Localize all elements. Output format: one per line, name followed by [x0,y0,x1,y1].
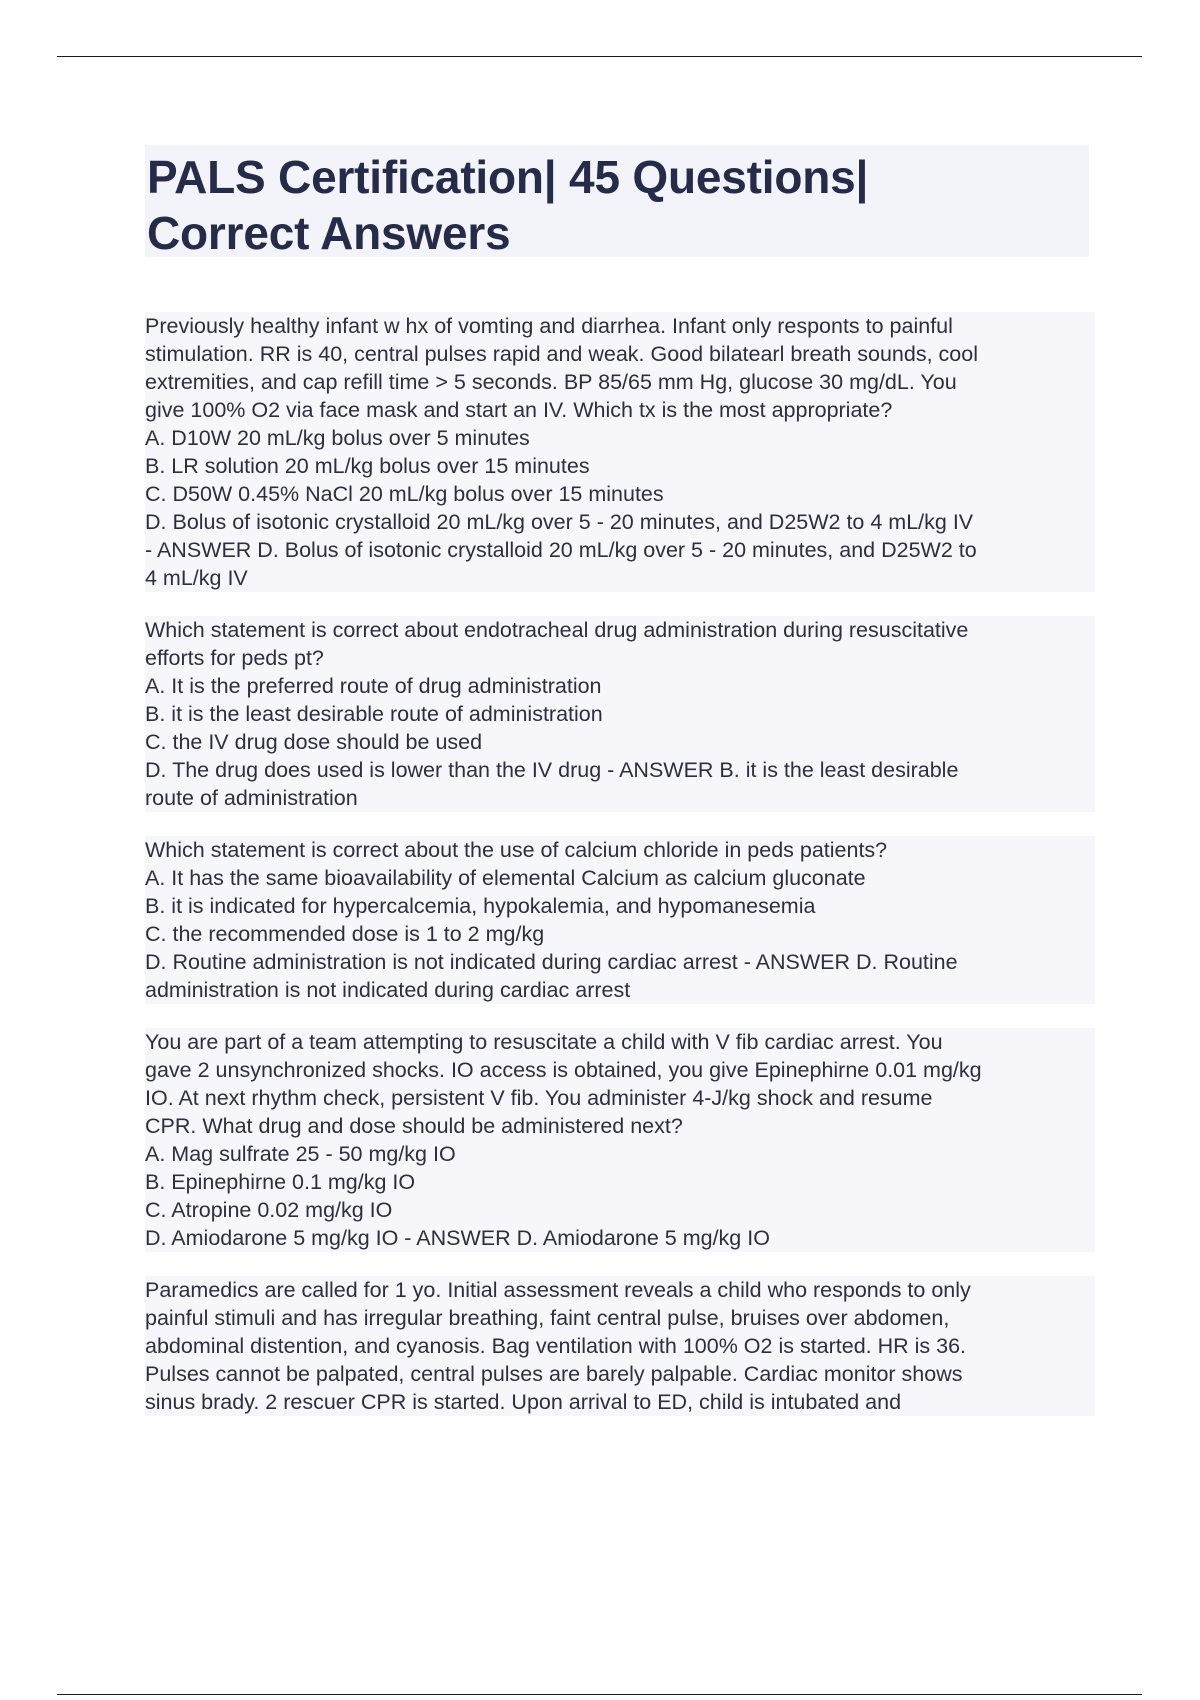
option-d: D. Routine administration is not indicated during cardiac arrest - ANSWER D. Routine [145,950,958,974]
header-rule [57,56,1142,57]
option-b: B. Epinephirne 0.1 mg/kg IO [145,1170,416,1194]
text-line: stimulation. RR is 40, central pulses rapid and weak. Good bilatearl breath sounds, cool [145,342,978,366]
option-c: C. Atropine 0.02 mg/kg IO [145,1198,393,1222]
text-line: efforts for peds pt? [145,646,324,670]
option-b: B. it is the least desirable route of administration [145,702,603,726]
option-a: A. It is the preferred route of drug administration [145,674,602,698]
text-line: IO. At next rhythm check, persistent V fib. You administer 4-J/kg shock and resume [145,1086,933,1110]
option-d: D. Amiodarone 5 mg/kg IO - ANSWER D. Amiodarone 5 mg/kg IO [145,1226,770,1250]
question-block-3 [145,836,1095,1004]
option-d: D. The drug does used is lower than the IV drug - ANSWER B. it is the least desirable [145,758,959,782]
title-line-2: Correct Answers [147,207,511,259]
text-line: abdominal distention, and cyanosis. Bag ventilation with 100% O2 is started. HR is 36. [145,1334,967,1358]
text-line: Which statement is correct about the use of calcium chloride in peds patients? [145,838,888,862]
answer-text: 4 mL/kg IV [145,566,248,590]
option-c: C. D50W 0.45% NaCl 20 mL/kg bolus over 15 minutes [145,482,664,506]
text-line: Paramedics are called for 1 yo. Initial assessment reveals a child who responds to only [145,1278,971,1302]
text-line: gave 2 unsynchronized shocks. IO access is obtained, you give Epinephirne 0.01 mg/kg [145,1058,982,1082]
question-block-1 [145,312,1095,592]
text-line: You are part of a team attempting to resuscitate a child with V fib cardiac arrest. You [145,1030,943,1054]
option-a: A. It has the same bioavailability of elemental Calcium as calcium gluconate [145,866,866,890]
text-line: Which statement is correct about endotracheal drug administration during resuscitative [145,618,969,642]
question-block-2 [145,616,1095,812]
answer-text: administration is not indicated during cardiac arrest [145,978,631,1002]
text-line: Previously healthy infant w hx of vomting and diarrhea. Infant only responts to painful [145,314,953,338]
text-line: sinus brady. 2 rescuer CPR is started. Upon arrival to ED, child is intubated and [145,1390,902,1414]
text-line: Pulses cannot be palpated, central pulses are barely palpable. Cardiac monitor shows [145,1362,963,1386]
option-b: B. it is indicated for hypercalcemia, hypokalemia, and hypomanesemia [145,894,816,918]
text-line: extremities, and cap refill time > 5 seconds. BP 85/65 mm Hg, glucose 30 mg/dL. You [145,370,957,394]
question-block-5 [145,1276,1095,1416]
text-line: CPR. What drug and dose should be administered next? [145,1114,683,1138]
question-list [145,312,1095,1440]
option-a: A. D10W 20 mL/kg bolus over 5 minutes [145,426,530,450]
option-c: C. the recommended dose is 1 to 2 mg/kg [145,922,545,946]
text-line: give 100% O2 via face mask and start an IV. Which tx is the most appropriate? [145,398,893,422]
answer-text: - ANSWER D. Bolus of isotonic crystalloid 20 mL/kg over 5 - 20 minutes, and D25W2 to [145,538,977,562]
question-block-4 [145,1028,1095,1252]
footer-rule [57,1694,1142,1695]
title-line-1: PALS Certification| 45 Questions| [147,151,869,203]
option-b: B. LR solution 20 mL/kg bolus over 15 minutes [145,454,590,478]
option-c: C. the IV drug dose should be used [145,730,483,754]
text-line: painful stimuli and has irregular breathing, faint central pulse, bruises over abdomen, [145,1306,950,1330]
page-title [147,149,1087,261]
option-d: D. Bolus of isotonic crystalloid 20 mL/kg over 5 - 20 minutes, and D25W2 to 4 mL/kg IV [145,510,974,534]
answer-text: route of administration [145,786,358,810]
option-a: A. Mag sulfrate 25 - 50 mg/kg IO [145,1142,456,1166]
title-block [145,145,1089,257]
